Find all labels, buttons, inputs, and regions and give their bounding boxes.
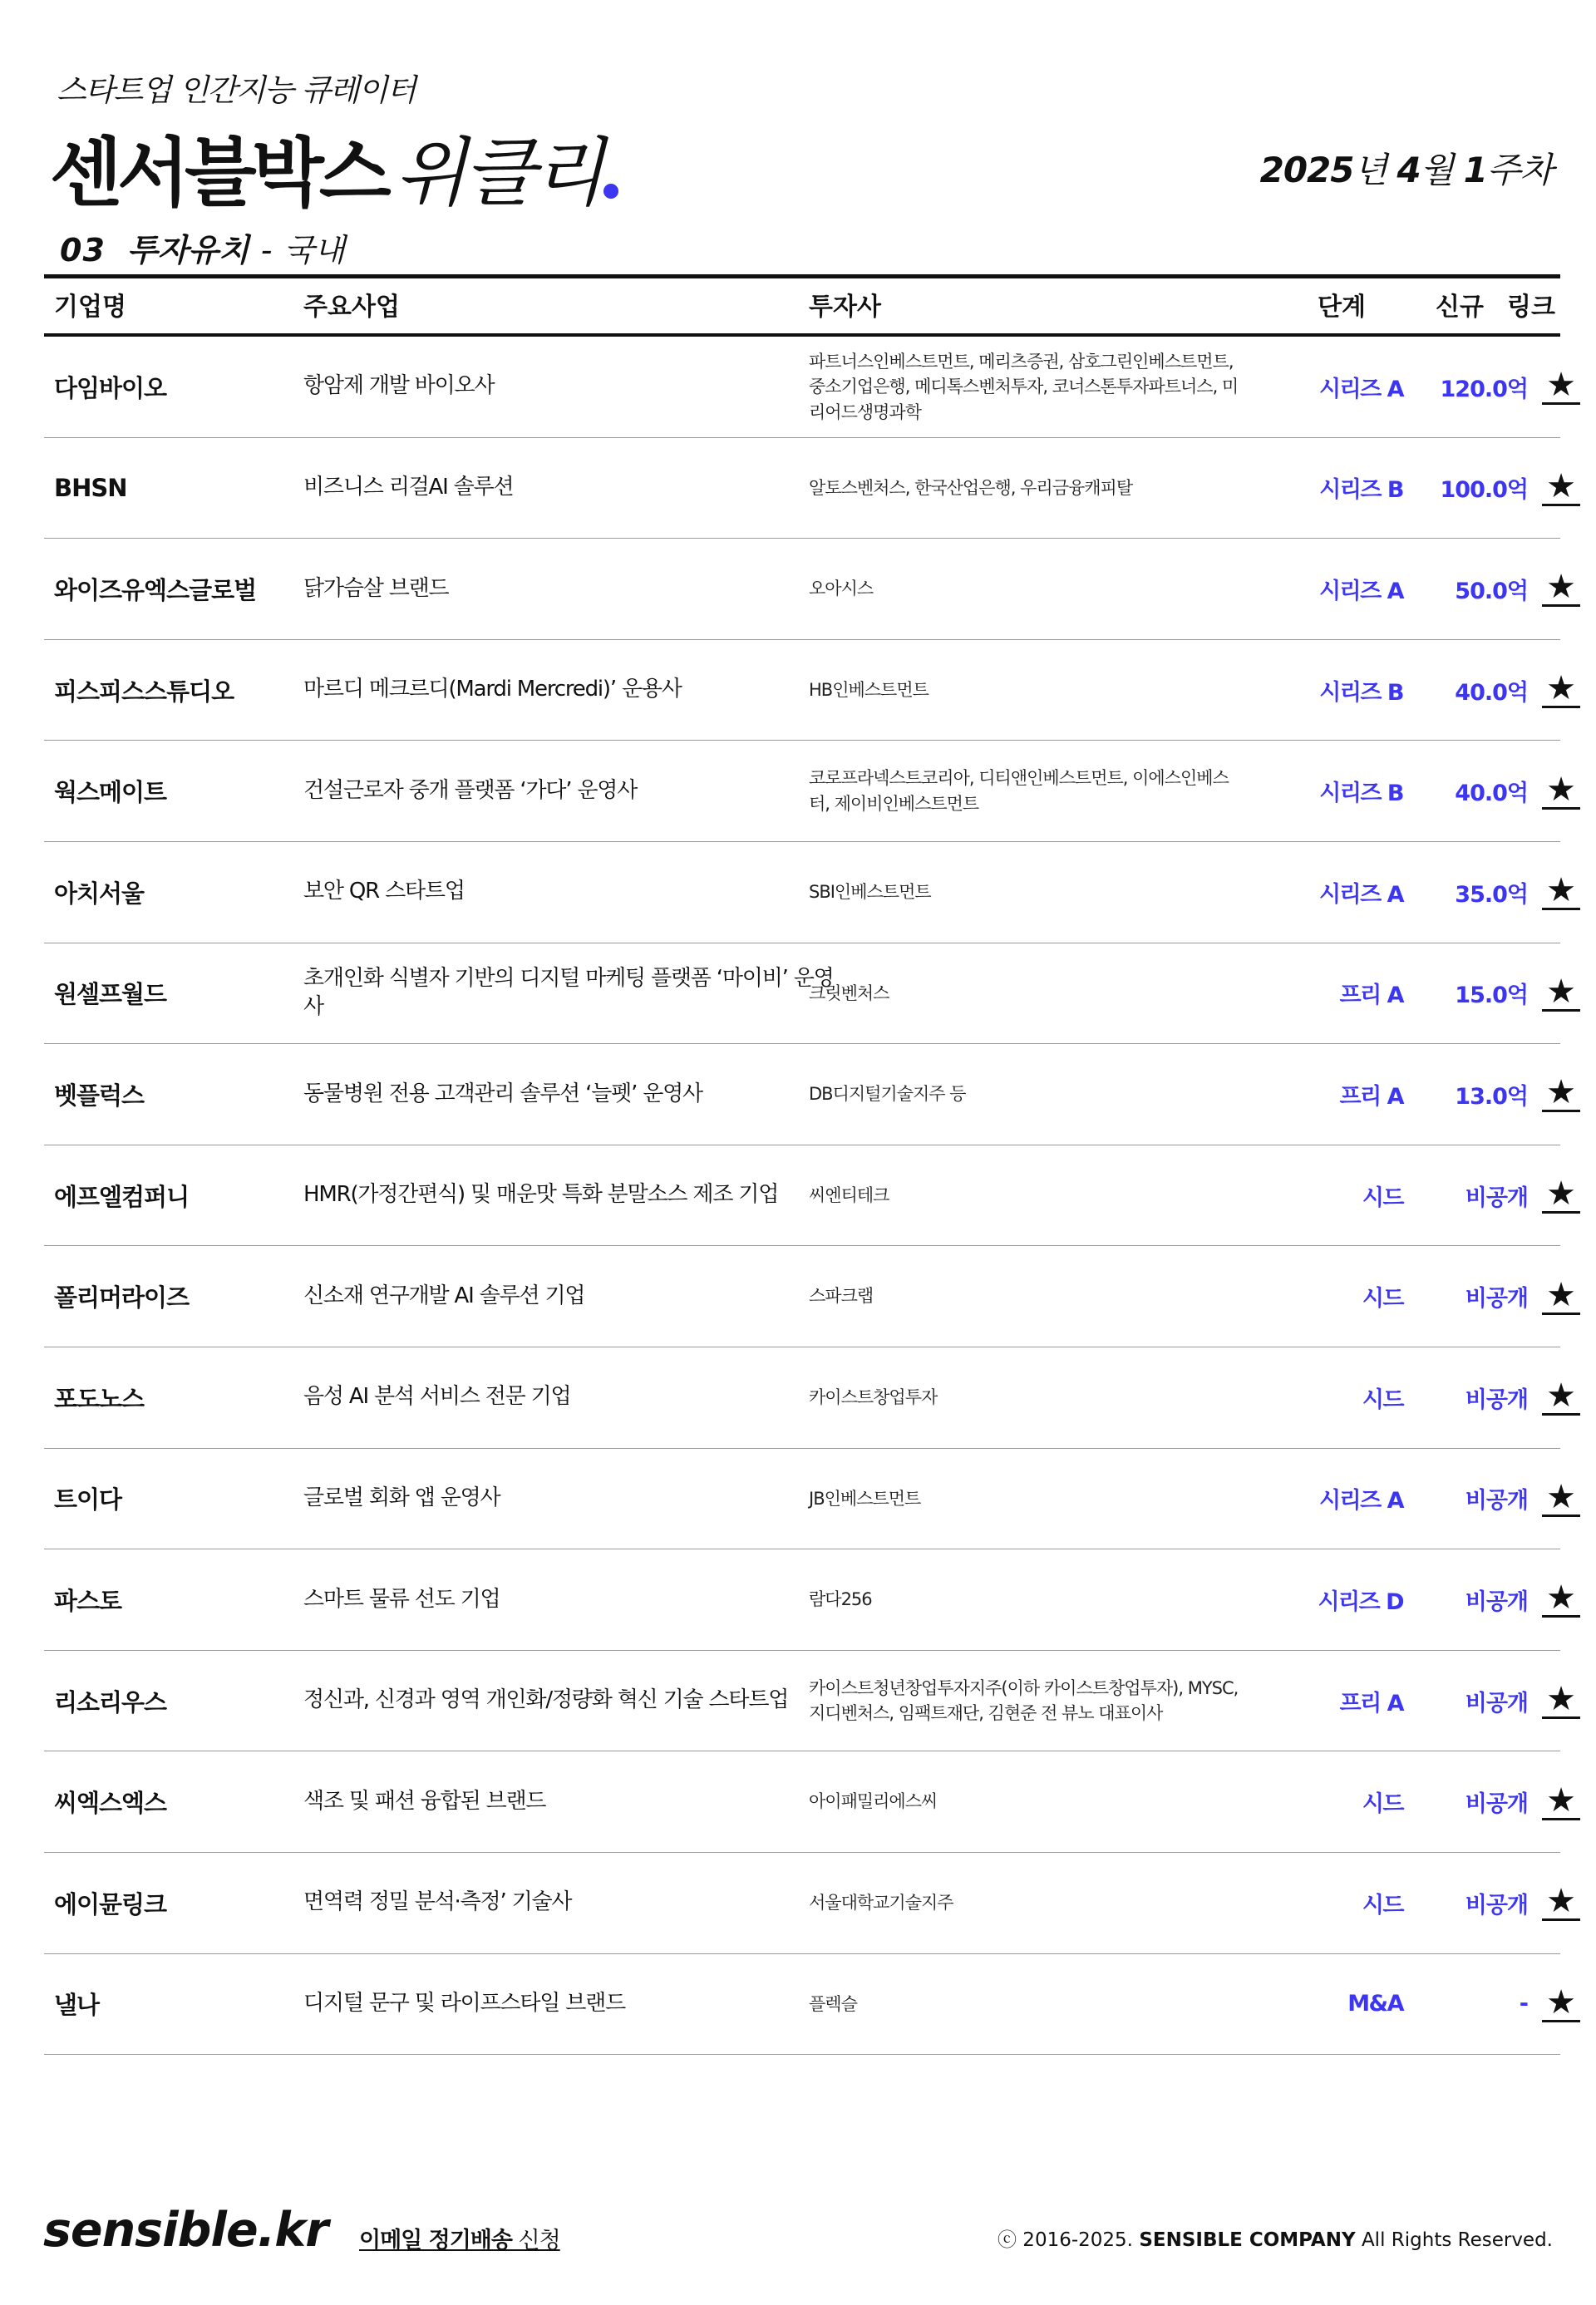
business-description: 비즈니스 리걸AI 솔루션	[303, 474, 514, 500]
funding-amount: 비공개	[1465, 1386, 1528, 1413]
star-icon[interactable]: ★	[1542, 1177, 1580, 1214]
funding-stage: 시리즈 A	[1318, 1488, 1403, 1515]
company-name: 리소리우스	[54, 1687, 167, 1716]
company-name: 에이뮨링크	[54, 1889, 167, 1918]
article-link[interactable]	[1515, 1954, 1596, 2055]
investor-list: 람다256	[809, 1589, 872, 1610]
company-name: 원셀프월드	[54, 980, 167, 1009]
issue-week-suffix: 주차	[1486, 150, 1553, 190]
table-row	[44, 539, 1576, 640]
funding-stage: 시리즈 A	[1318, 578, 1403, 604]
copyright-company: SENSIBLE COMPANY	[1139, 2229, 1356, 2251]
company-name: BHSN	[54, 473, 127, 502]
funding-stage: 시리즈 B	[1319, 679, 1403, 706]
article-link[interactable]	[1515, 1549, 1596, 1650]
business-description: 면역력 정밀 분석·측정’ 기술사	[303, 1889, 572, 1915]
investor-list: 카이스트청년창업투자지주(이하 카이스트창업투자), MYSC, 지디벤처스, 임팩트재단, 김현준 전 뷰노 대표이사	[809, 1677, 1239, 1724]
business-description: 동물병원 전용 고객관리 솔루션 ‘늘펫’ 운영사	[303, 1081, 702, 1106]
company-name: 파스토	[54, 1586, 122, 1615]
funding-amount: 비공개	[1465, 1690, 1528, 1716]
issue-date	[1260, 143, 1553, 193]
article-link[interactable]	[1515, 1145, 1596, 1246]
star-icon[interactable]: ★	[1542, 1682, 1580, 1719]
table-row	[44, 1853, 1576, 1954]
star-icon[interactable]: ★	[1542, 975, 1580, 1012]
star-icon[interactable]: ★	[1542, 570, 1580, 607]
copyright-prefix: ⓒ 2016-2025.	[998, 2229, 1133, 2251]
funding-stage: 프리 A	[1339, 1083, 1403, 1110]
funding-amount: 40.0억	[1455, 679, 1528, 706]
section-dash: -	[260, 232, 273, 268]
table-row	[44, 842, 1576, 943]
investor-list: 카이스트창업투자	[809, 1387, 938, 1408]
company-name: 트이다	[54, 1485, 122, 1515]
table-row	[44, 438, 1576, 539]
funding-stage: 시드	[1362, 1185, 1403, 1211]
investor-list: 크릿벤처스	[809, 983, 889, 1003]
funding-amount: 비공개	[1465, 1892, 1528, 1918]
section-title: 투자유치	[126, 232, 249, 268]
business-description: 정신과, 신경과 영역 개인화/정량화 혁신 기술 스타트업	[303, 1687, 789, 1713]
table-row	[44, 1651, 1576, 1752]
company-name: 웍스메이트	[54, 778, 167, 807]
issue-year-suffix: 년	[1353, 150, 1387, 190]
star-icon[interactable]: ★	[1542, 1076, 1580, 1112]
business-description: 신소재 연구개발 AI 솔루션 기업	[303, 1283, 585, 1308]
business-description: 항암제 개발 바이오사	[303, 373, 495, 399]
company-name: 포도노스	[54, 1384, 145, 1413]
company-name: 아치서울	[54, 879, 145, 908]
table-row	[44, 1954, 1576, 2056]
subscribe-link-rest: 신청	[511, 2228, 560, 2253]
business-description: 스마트 물류 선도 기업	[303, 1586, 500, 1612]
funding-stage: 시드	[1362, 1791, 1403, 1818]
column-header-link: 링크	[1507, 293, 1555, 322]
funding-stage: 시드	[1362, 1386, 1403, 1413]
table-header	[44, 278, 1560, 337]
table-row	[44, 1145, 1576, 1247]
table-row	[44, 1549, 1576, 1651]
column-header-investors: 투자사	[809, 293, 881, 322]
investor-list: 씨엔티테크	[809, 1185, 889, 1205]
business-description: 초개인화 식별자 기반의 디지털 마케팅 플랫폼 ‘마이비’ 운영사	[303, 966, 834, 1019]
investor-list: 플렉슬	[809, 1993, 857, 2014]
business-description: 마르디 메크르디(Mardi Mercredi)’ 운용사	[303, 677, 682, 702]
funding-amount: 40.0억	[1455, 781, 1528, 807]
funding-stage: 시리즈 B	[1319, 477, 1403, 504]
funding-amount: 13.0억	[1455, 1083, 1528, 1110]
investor-list: HB인베스트먼트	[809, 679, 929, 700]
section-subtitle: 국내	[283, 232, 345, 268]
company-name: 피스피스스튜디오	[54, 677, 234, 706]
investor-list: DB디지털기술지주 등	[809, 1084, 966, 1105]
article-link[interactable]	[1515, 1347, 1596, 1448]
investor-list: 스파크랩	[809, 1286, 874, 1307]
article-link[interactable]	[1515, 539, 1596, 639]
brand-dot-icon	[603, 184, 618, 199]
section-number: 03	[60, 232, 106, 268]
brand-title-weekly: 위클리	[394, 130, 602, 217]
company-name: 폴리머라이즈	[54, 1283, 190, 1313]
star-icon[interactable]: ★	[1542, 1480, 1580, 1517]
table-body	[44, 337, 1576, 2055]
funding-amount: 비공개	[1465, 1185, 1528, 1211]
investor-list: 아이패밀리에스씨	[809, 1791, 938, 1812]
article-link[interactable]	[1515, 1651, 1596, 1751]
investor-list: SBI인베스트먼트	[809, 882, 931, 903]
article-link[interactable]	[1515, 337, 1596, 437]
footer-logo[interactable]: sensible.kr	[43, 2203, 328, 2258]
article-link[interactable]	[1515, 438, 1596, 539]
business-description: 보안 QR 스타트업	[303, 879, 465, 904]
issue-year: 2025	[1259, 150, 1354, 190]
funding-stage: 프리 A	[1339, 1690, 1403, 1716]
star-icon[interactable]: ★	[1542, 1278, 1580, 1315]
investment-table	[44, 274, 1576, 2055]
company-name: 씨엑스엑스	[54, 1789, 167, 1818]
column-header-company: 기업명	[54, 293, 126, 322]
funding-amount: 비공개	[1465, 1488, 1528, 1515]
column-header-business: 주요사업	[303, 293, 400, 322]
header-subtitle: 스타트업 인간지능 큐레이터	[57, 72, 416, 108]
company-name: 다임바이오	[54, 373, 167, 402]
table-row	[44, 640, 1576, 741]
table-row	[44, 741, 1576, 842]
table-row	[44, 1347, 1576, 1449]
funding-amount: 비공개	[1465, 1588, 1528, 1615]
article-link[interactable]	[1515, 1449, 1596, 1549]
column-header-stage: 단계	[1318, 293, 1366, 322]
company-name: 에프엘컴퍼니	[54, 1182, 190, 1211]
business-description: 음성 AI 분석 서비스 전문 기업	[303, 1384, 571, 1410]
funding-amount: 50.0억	[1455, 578, 1528, 604]
funding-stage: 시리즈 D	[1318, 1588, 1403, 1615]
article-link[interactable]	[1515, 1751, 1596, 1852]
table-row	[44, 1751, 1576, 1853]
star-icon[interactable]: ★	[1542, 1884, 1580, 1921]
subscribe-link[interactable]	[359, 2222, 560, 2254]
funding-amount: 비공개	[1465, 1286, 1528, 1313]
investor-list: 알토스벤처스, 한국산업은행, 우리금융캐피탈	[809, 477, 1133, 498]
table-row	[44, 1044, 1576, 1145]
investor-list: JB인베스트먼트	[809, 1488, 921, 1509]
star-icon[interactable]: ★	[1542, 470, 1580, 506]
business-description: 디지털 문구 및 라이프스타일 브랜드	[303, 1990, 625, 2016]
star-icon[interactable]: ★	[1542, 672, 1580, 708]
table-row	[44, 1449, 1576, 1550]
article-link[interactable]	[1515, 842, 1596, 943]
business-description: 건설근로자 중개 플랫폼 ‘가다’ 운영사	[303, 777, 638, 803]
funding-stage: 시리즈 A	[1318, 376, 1403, 402]
investor-list: 코로프라넥스트코리아, 디티앤인베스트먼트, 이에스인베스터, 제이비인베스트먼트	[809, 768, 1229, 814]
brand-title	[50, 112, 618, 220]
funding-amount: 120.0억	[1440, 376, 1528, 402]
article-link[interactable]	[1515, 1246, 1596, 1347]
funding-amount: -	[1519, 1991, 1528, 2017]
investor-list: 서울대학교기술지주	[809, 1892, 953, 1913]
business-description: 닭가슴살 브랜드	[303, 575, 449, 601]
company-name: 낼나	[54, 1991, 100, 2020]
star-icon[interactable]: ★	[1542, 1784, 1580, 1820]
funding-amount: 비공개	[1465, 1791, 1528, 1818]
star-icon[interactable]: ★	[1542, 1581, 1580, 1618]
brand-title-bold: 센서블박스	[50, 130, 387, 217]
funding-stage: 프리 A	[1339, 983, 1403, 1009]
star-icon[interactable]: ★	[1542, 874, 1580, 910]
article-link[interactable]	[1515, 943, 1596, 1044]
article-link[interactable]	[1515, 741, 1596, 841]
table-row	[44, 1246, 1576, 1347]
copyright-suffix: All Rights Reserved.	[1361, 2229, 1553, 2251]
funding-stage: 시리즈 A	[1318, 881, 1403, 908]
column-header-amount: 신규	[1436, 293, 1484, 322]
article-link[interactable]	[1515, 640, 1596, 741]
table-row	[44, 337, 1576, 438]
company-name: 벳플럭스	[54, 1081, 145, 1110]
funding-amount: 15.0억	[1455, 983, 1528, 1009]
funding-amount: 100.0억	[1440, 477, 1528, 504]
funding-stage: M&A	[1347, 1991, 1403, 2017]
subscribe-link-bold: 이메일 정기배송	[359, 2228, 512, 2253]
issue-week: 1	[1463, 150, 1487, 190]
funding-stage: 시리즈 B	[1319, 781, 1403, 807]
article-link[interactable]	[1515, 1853, 1596, 1953]
section-heading	[60, 224, 345, 270]
issue-month: 4	[1396, 150, 1421, 190]
business-description: HMR(가정간편식) 및 매운맛 특화 분말소스 제조 기업	[303, 1182, 779, 1208]
investor-list: 오아시스	[809, 579, 874, 599]
star-icon[interactable]: ★	[1542, 368, 1580, 405]
star-icon[interactable]: ★	[1542, 773, 1580, 810]
business-description: 색조 및 패션 융합된 브랜드	[303, 1788, 546, 1814]
star-icon[interactable]: ★	[1542, 1379, 1580, 1416]
issue-month-suffix: 월	[1420, 150, 1454, 190]
company-name: 와이즈유엑스글로벌	[54, 575, 257, 604]
funding-stage: 시드	[1362, 1892, 1403, 1918]
business-description: 글로벌 회화 앱 운영사	[303, 1485, 500, 1510]
investor-list: 파트너스인베스트먼트, 메리츠증권, 삼호그린인베스트먼트, 중소기업은행, 메디톡스벤처투자, 코너스톤투자파트너스, 미리어드생명과학	[809, 351, 1239, 422]
star-icon[interactable]: ★	[1542, 1986, 1580, 2022]
table-row	[44, 943, 1576, 1045]
copyright	[998, 2224, 1553, 2252]
funding-stage: 시드	[1362, 1286, 1403, 1313]
article-link[interactable]	[1515, 1044, 1596, 1145]
funding-amount: 35.0억	[1455, 881, 1528, 908]
